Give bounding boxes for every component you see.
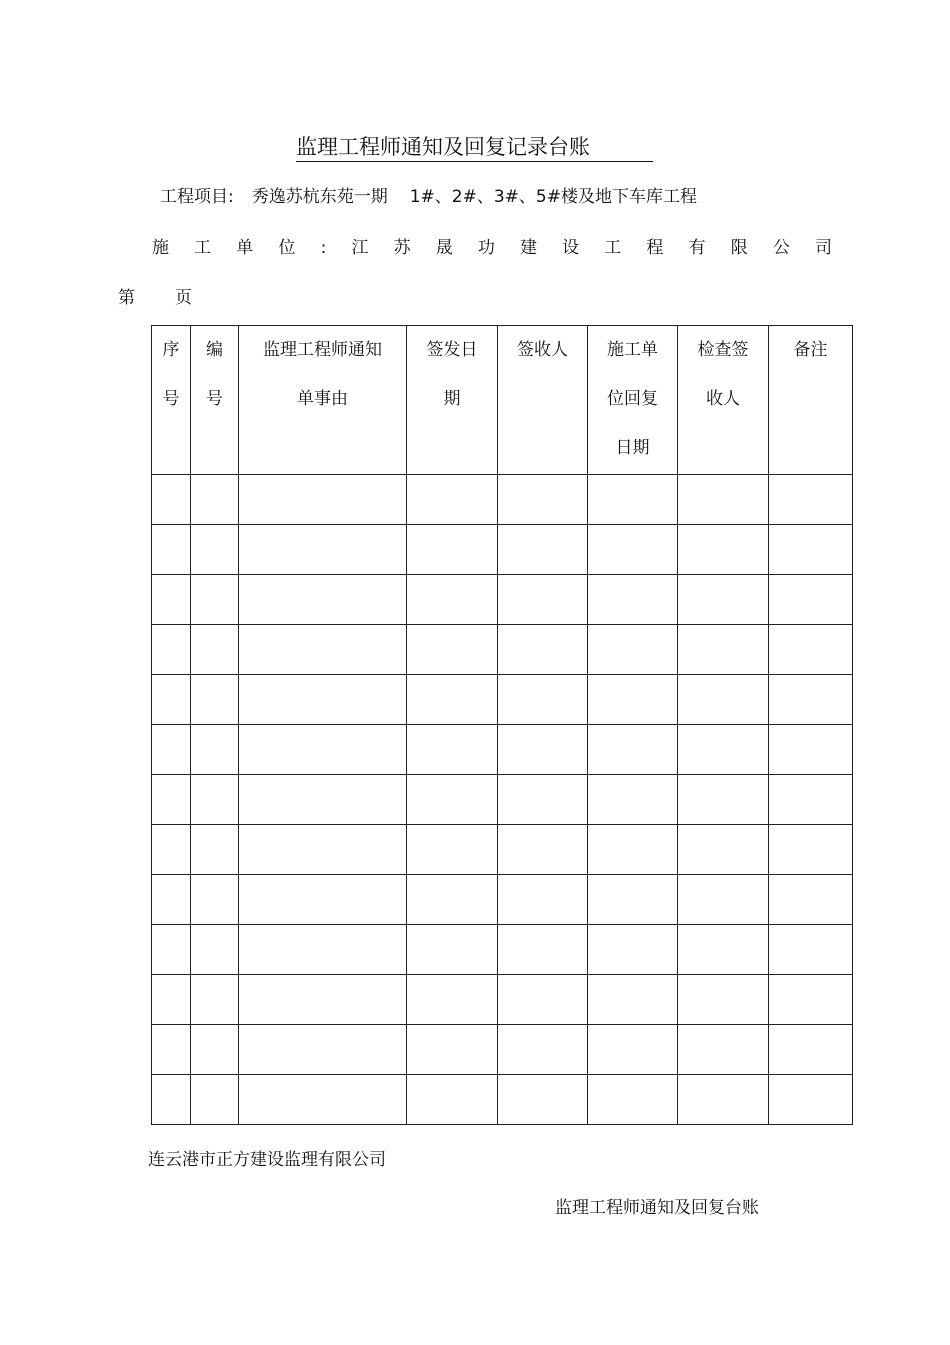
table-cell	[152, 475, 191, 525]
unit-char: 建	[520, 238, 537, 258]
table-cell	[678, 725, 769, 775]
table-cell	[152, 725, 191, 775]
table-cell	[588, 825, 678, 875]
table-cell	[239, 925, 407, 975]
table-cell	[498, 1075, 588, 1125]
table-cell	[407, 475, 498, 525]
table-cell	[678, 975, 769, 1025]
page-number-line	[118, 285, 192, 311]
table-cell	[191, 675, 239, 725]
table-cell	[769, 1075, 853, 1125]
table-cell	[239, 1025, 407, 1075]
unit-char: 公	[772, 238, 790, 258]
unit-char: 工	[604, 238, 622, 258]
table-cell	[152, 625, 191, 675]
table-cell	[239, 575, 407, 625]
table-cell	[407, 825, 498, 875]
table-body	[152, 475, 853, 1125]
unit-char: 苏	[393, 238, 411, 258]
table-cell	[152, 825, 191, 875]
unit-char: 设	[562, 238, 580, 258]
table-cell	[152, 925, 191, 975]
header-notice-reason: 监理工程师通知 单事由	[239, 326, 407, 475]
table-cell	[498, 825, 588, 875]
unit-char: 司	[814, 238, 832, 258]
table-row	[152, 975, 853, 1025]
table-cell	[239, 625, 407, 675]
project-label: 工程项目:	[160, 187, 234, 207]
table-cell	[407, 1075, 498, 1125]
table-cell	[191, 1075, 239, 1125]
table-cell	[407, 625, 498, 675]
table-cell	[152, 525, 191, 575]
unit-char: 程	[646, 238, 664, 258]
table-cell	[152, 1075, 191, 1125]
table-cell	[407, 675, 498, 725]
table-row	[152, 725, 853, 775]
table-cell	[152, 675, 191, 725]
page-suffix: 页	[175, 288, 192, 308]
table-cell	[588, 1025, 678, 1075]
table-cell	[191, 625, 239, 675]
table-cell	[239, 675, 407, 725]
table-cell	[769, 975, 853, 1025]
table-cell	[152, 975, 191, 1025]
table-cell	[407, 875, 498, 925]
table-cell	[191, 575, 239, 625]
unit-char: 江	[351, 238, 369, 258]
table-cell	[191, 525, 239, 575]
project-line	[160, 184, 697, 210]
table-cell	[769, 825, 853, 875]
page-prefix: 第	[118, 288, 135, 308]
footer-doc-title: 监理工程师通知及回复台账	[555, 1198, 759, 1218]
document-title: 监理工程师通知及回复记录台账	[296, 133, 653, 162]
table-cell	[678, 875, 769, 925]
table-cell	[769, 775, 853, 825]
unit-char: 单	[236, 238, 254, 258]
table-cell	[769, 675, 853, 725]
table-cell	[152, 1025, 191, 1075]
table-cell	[407, 525, 498, 575]
table-cell	[769, 575, 853, 625]
table-row	[152, 675, 853, 725]
table-cell	[191, 975, 239, 1025]
table-cell	[191, 775, 239, 825]
table-cell	[678, 525, 769, 575]
table-cell	[498, 525, 588, 575]
table-cell	[498, 1025, 588, 1075]
table-row	[152, 575, 853, 625]
table-cell	[498, 475, 588, 525]
table-row	[152, 525, 853, 575]
table-cell	[152, 575, 191, 625]
table-cell	[498, 975, 588, 1025]
table-cell	[152, 875, 191, 925]
table-cell	[678, 575, 769, 625]
table-cell	[498, 625, 588, 675]
table-cell	[191, 825, 239, 875]
table-row	[152, 875, 853, 925]
table-cell	[407, 925, 498, 975]
table-row	[152, 475, 853, 525]
table-cell	[239, 1075, 407, 1125]
table-cell	[191, 925, 239, 975]
table-cell	[498, 675, 588, 725]
table-row	[152, 925, 853, 975]
table-header-row	[152, 326, 853, 475]
unit-char: 工	[194, 238, 212, 258]
header-inspection-receiver: 检查签 收人	[678, 326, 769, 475]
table-cell	[407, 1025, 498, 1075]
table-cell	[152, 775, 191, 825]
table-cell	[769, 875, 853, 925]
unit-char: 功	[477, 238, 495, 258]
table-cell	[678, 775, 769, 825]
table-cell	[239, 775, 407, 825]
ledger-table	[151, 325, 853, 1125]
table-cell	[407, 725, 498, 775]
table-cell	[498, 925, 588, 975]
construction-unit-line	[152, 235, 832, 261]
table-cell	[498, 575, 588, 625]
table-cell	[239, 475, 407, 525]
unit-char: :	[320, 238, 327, 258]
table-cell	[588, 625, 678, 675]
table-cell	[588, 975, 678, 1025]
table-cell	[588, 925, 678, 975]
table-cell	[239, 975, 407, 1025]
table-cell	[769, 475, 853, 525]
header-number: 编 号	[191, 326, 239, 475]
table-cell	[678, 1075, 769, 1125]
table-cell	[678, 825, 769, 875]
unit-char: 位	[278, 238, 296, 258]
table-cell	[191, 475, 239, 525]
table-cell	[769, 725, 853, 775]
table-cell	[239, 725, 407, 775]
project-name: 秀逸苏杭东苑一期	[251, 187, 388, 207]
table-cell	[407, 775, 498, 825]
header-remarks: 备注	[769, 326, 853, 475]
table-cell	[498, 725, 588, 775]
unit-char: 有	[688, 238, 706, 258]
unit-char: 限	[730, 238, 748, 258]
table-cell	[588, 475, 678, 525]
table-row	[152, 625, 853, 675]
header-reply-date: 施工单 位回复 日期	[588, 326, 678, 475]
table-cell	[588, 1075, 678, 1125]
table-row	[152, 1075, 853, 1125]
table-cell	[498, 775, 588, 825]
project-buildings: 1#、2#、3#、5#楼及地下车库工程	[409, 187, 697, 207]
table-cell	[588, 675, 678, 725]
table-cell	[678, 925, 769, 975]
header-issue-date: 签发日 期	[407, 326, 498, 475]
table-cell	[239, 825, 407, 875]
table-cell	[769, 925, 853, 975]
table-cell	[678, 625, 769, 675]
table-cell	[588, 775, 678, 825]
table-cell	[588, 875, 678, 925]
table-cell	[239, 875, 407, 925]
table-cell	[678, 475, 769, 525]
table-cell	[588, 725, 678, 775]
table-row	[152, 1025, 853, 1075]
table-row	[152, 775, 853, 825]
footer-company: 连云港市正方建设监理有限公司	[148, 1150, 386, 1170]
header-serial: 序 号	[152, 326, 191, 475]
table-cell	[191, 1025, 239, 1075]
table-cell	[678, 675, 769, 725]
table-cell	[498, 875, 588, 925]
table-cell	[191, 875, 239, 925]
table-row	[152, 825, 853, 875]
table-cell	[191, 725, 239, 775]
unit-char: 晟	[435, 238, 453, 258]
header-receiver: 签收人	[498, 326, 588, 475]
table-cell	[588, 575, 678, 625]
table-cell	[769, 1025, 853, 1075]
table-cell	[407, 575, 498, 625]
table-cell	[588, 525, 678, 575]
table-cell	[239, 525, 407, 575]
table-cell	[407, 975, 498, 1025]
unit-char: 施	[152, 238, 169, 258]
table-cell	[769, 625, 853, 675]
table-cell	[678, 1025, 769, 1075]
table-cell	[769, 525, 853, 575]
